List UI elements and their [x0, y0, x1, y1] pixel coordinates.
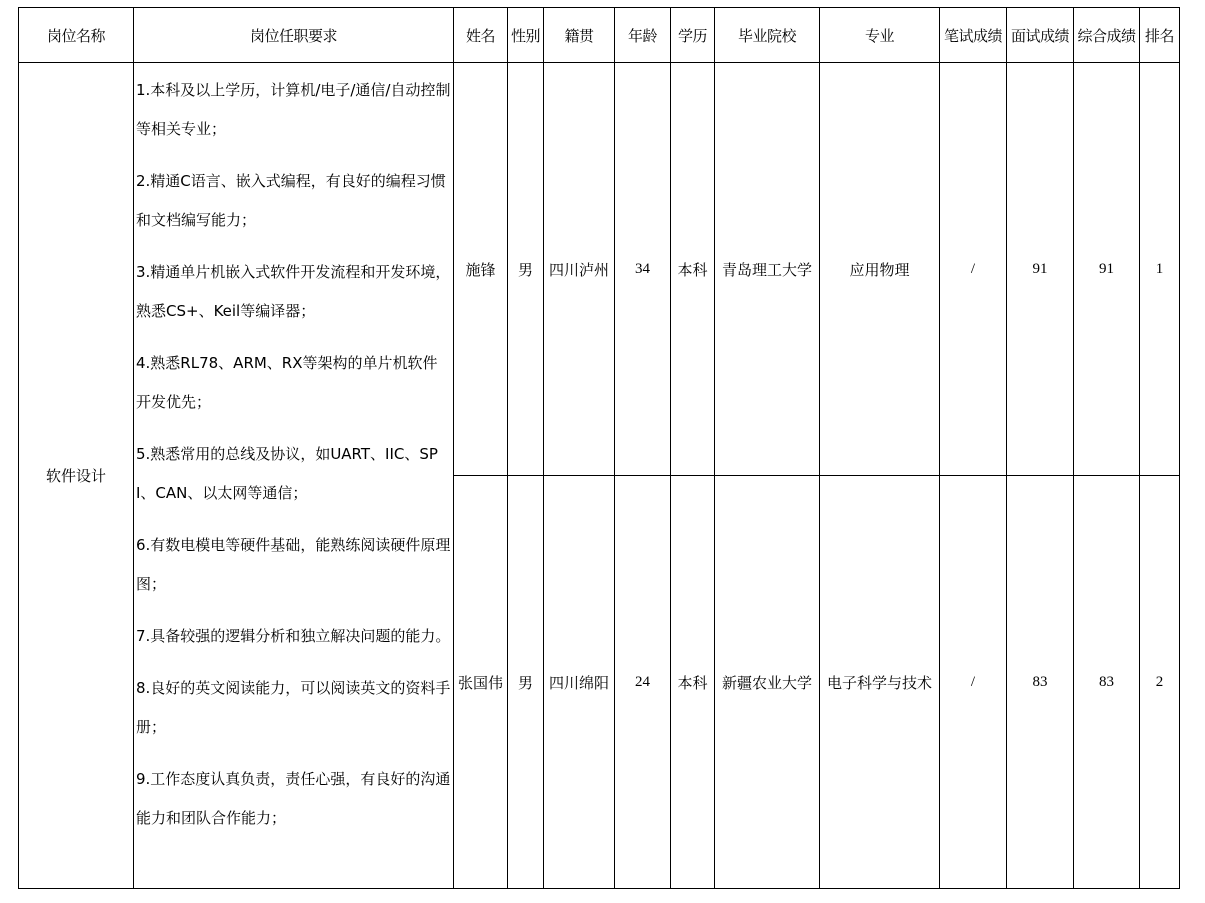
table-row — [19, 63, 1180, 476]
header-rank: 排名 — [1140, 8, 1180, 63]
candidate-age: 34 — [615, 63, 671, 476]
candidate-gender: 男 — [508, 476, 544, 889]
candidate-written-score: / — [940, 63, 1007, 476]
candidate-major: 应用物理 — [820, 63, 940, 476]
requirement-item: 1.本科及以上学历，计算机/电子/通信/自动控制等相关专业； — [136, 81, 451, 138]
candidate-hometown: 四川绵阳 — [544, 476, 615, 889]
header-row — [19, 8, 1180, 63]
candidate-rank: 2 — [1140, 476, 1180, 889]
candidate-total-score: 83 — [1074, 476, 1140, 889]
header-position: 岗位名称 — [19, 8, 134, 63]
header-name: 姓名 — [454, 8, 508, 63]
header-interview-score: 面试成绩 — [1007, 8, 1074, 63]
requirement-item: 9.工作态度认真负责，责任心强，有良好的沟通能力和团队合作能力； — [136, 770, 451, 827]
candidate-education: 本科 — [671, 476, 715, 889]
position-name: 软件设计 — [19, 63, 134, 889]
requirement-item: 2.精通C语言、嵌入式编程，有良好的编程习惯和文档编写能力； — [136, 172, 446, 229]
candidate-rank: 1 — [1140, 63, 1180, 476]
requirement-item: 7.具备较强的逻辑分析和独立解决问题的能力。 — [136, 627, 451, 645]
candidate-gender: 男 — [508, 63, 544, 476]
candidate-interview-score: 91 — [1007, 63, 1074, 476]
header-hometown: 籍贯 — [544, 8, 615, 63]
candidate-hometown: 四川泸州 — [544, 63, 615, 476]
results-table — [18, 7, 1180, 889]
header-requirements: 岗位任职要求 — [134, 8, 454, 63]
candidate-school: 新疆农业大学 — [715, 476, 820, 889]
candidate-education: 本科 — [671, 63, 715, 476]
header-total-score: 综合成绩 — [1074, 8, 1140, 63]
candidate-name: 施锋 — [454, 63, 508, 476]
requirement-item: 8.良好的英文阅读能力，可以阅读英文的资料手册； — [136, 679, 451, 736]
requirement-item: 5.熟悉常用的总线及协议，如UART、IIC、SPI、CAN、以太网等通信； — [136, 445, 438, 502]
header-age: 年龄 — [615, 8, 671, 63]
header-education: 学历 — [671, 8, 715, 63]
candidate-total-score: 91 — [1074, 63, 1140, 476]
header-school: 毕业院校 — [715, 8, 820, 63]
requirement-item: 3.精通单片机嵌入式软件开发流程和开发环境，熟悉CS+、Keil等编译器； — [136, 263, 451, 320]
requirements-cell — [134, 63, 454, 889]
candidate-school: 青岛理工大学 — [715, 63, 820, 476]
candidate-name: 张国伟 — [454, 476, 508, 889]
header-gender: 性别 — [508, 8, 544, 63]
requirement-item: 4.熟悉RL78、ARM、RX等架构的单片机软件开发优先； — [136, 354, 438, 411]
requirement-item: 6.有数电模电等硬件基础，能熟练阅读硬件原理图； — [136, 536, 451, 593]
candidate-age: 24 — [615, 476, 671, 889]
header-written-score: 笔试成绩 — [940, 8, 1007, 63]
candidate-major: 电子科学与技术 — [820, 476, 940, 889]
candidate-interview-score: 83 — [1007, 476, 1074, 889]
candidate-written-score: / — [940, 476, 1007, 889]
header-major: 专业 — [820, 8, 940, 63]
